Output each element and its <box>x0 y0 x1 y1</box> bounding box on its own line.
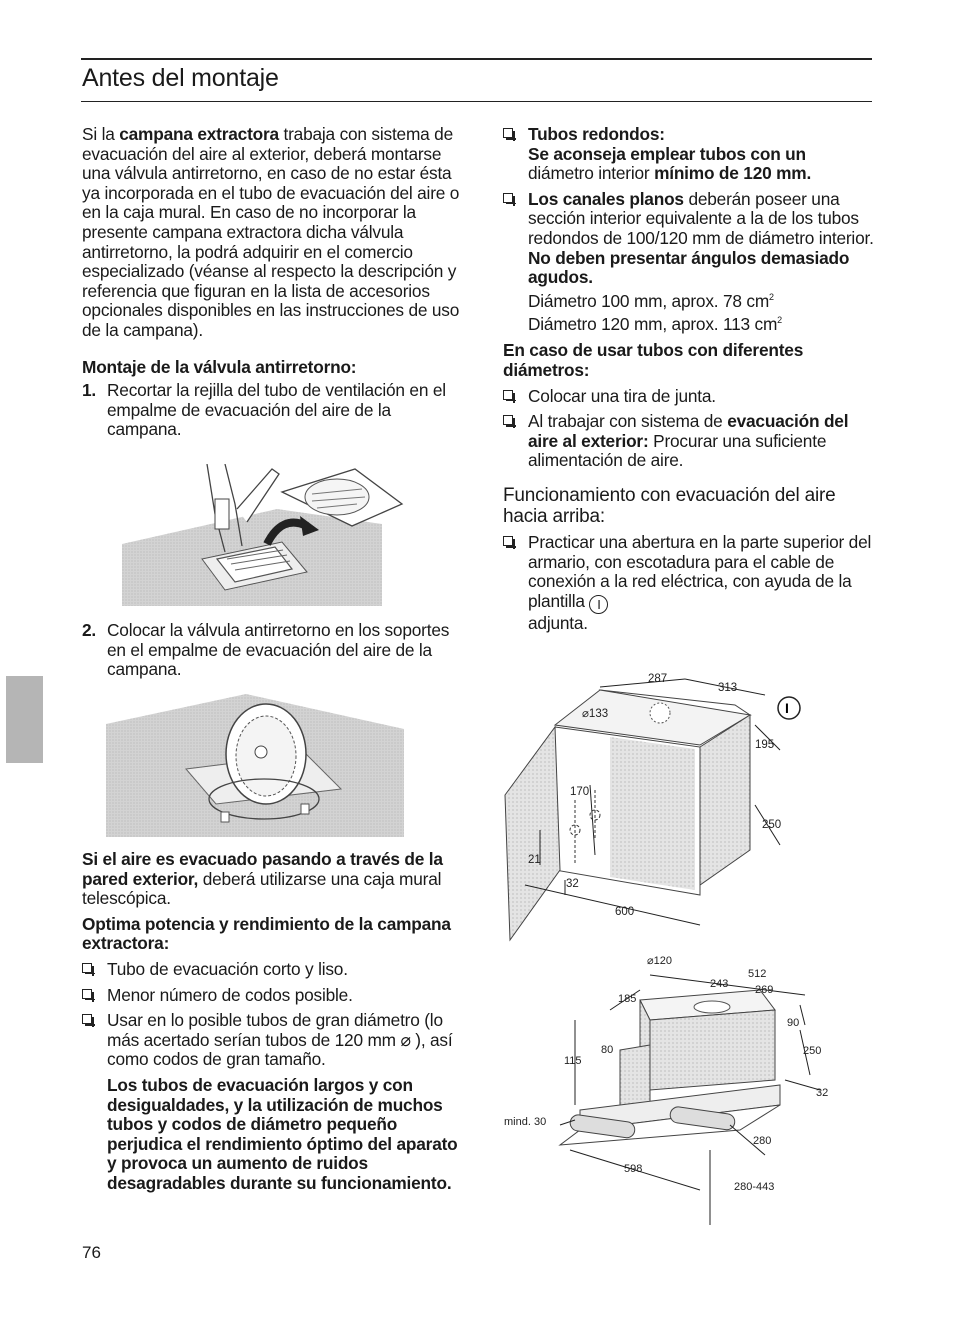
page-number: 76 <box>82 1243 101 1262</box>
step-2: 2. Colocar la válvula antirretorno en los soportes en el empalme de evacuación del aire de la campana. <box>82 620 450 680</box>
dim-label: 90 <box>787 1017 800 1029</box>
checkbox-bullet-icon <box>503 390 513 400</box>
dim-label: 32 <box>816 1087 829 1099</box>
hood-dimensions-diagram <box>500 950 840 1230</box>
bullet-round-tubes: Tubos redondos: Se aconseja emplear tubos con un diámetro interior mínimo de 120 mm. <box>503 125 875 184</box>
dim-label: 280-443 <box>734 1181 775 1193</box>
warning-paragraph: Los tubos de evacuación largos y con desigualdades, y la utilización de muchos tubos y codos de diámetro pequeño perjudica el rendimiento óptimo del aparato y provoca un aumento de ruidos desagradables durante su funcionamiento. <box>107 1074 458 1193</box>
lower-left-block <box>82 850 467 1194</box>
dim-label: 250 <box>762 819 782 831</box>
dim-label: 185 <box>618 993 637 1005</box>
valve-heading: Montaje de la válvula antirretorno: <box>82 356 357 377</box>
dim-label: 598 <box>624 1163 643 1175</box>
top-rule <box>81 58 872 60</box>
valve-insertion-illustration <box>106 694 404 839</box>
template-mark: I <box>785 700 789 716</box>
dim-label: 512 <box>748 968 767 980</box>
dim-label: 287 <box>648 673 668 685</box>
dim-label: 21 <box>528 854 541 866</box>
step-1: 1. Recortar la rejilla del tubo de ventilación en el empalme de evacuación del aire de la campana. <box>82 380 446 440</box>
dim-label: 32 <box>566 878 579 890</box>
dim-label: 243 <box>710 978 729 990</box>
title-rule <box>81 101 872 102</box>
checkbox-bullet-icon <box>503 536 513 546</box>
checkbox-bullet-icon <box>82 1014 92 1024</box>
bullet-air-supply: Al trabajar con sistema de evacuación del aire al exterior: Procurar una suficiente alimentación de aire. <box>503 412 875 471</box>
dim-label: 280 <box>753 1135 772 1147</box>
step-2-block <box>82 621 467 680</box>
bullet-cabinet-opening: Practicar una abertura en la parte superior del armario, con escotadura para el cable de conexión a la red eléctrica, con ayuda de la plantilla I adjunta. <box>503 533 875 633</box>
diameter-heading: En caso de usar tubos con diferentes diámetros: <box>503 340 804 381</box>
wall-box-paragraph: Si el aire es evacuado pasando a través de la pared exterior, deberá utilizarse una caja mural telescópica. <box>82 849 443 909</box>
dim-label: mind. 30 <box>504 1116 547 1128</box>
optimum-heading: Optima potencia y rendimiento de la campana extractora: <box>82 913 451 954</box>
page-title: Antes del montaje <box>82 64 279 92</box>
dim-label: ⌀133 <box>582 708 609 720</box>
dim-label: 600 <box>615 906 635 918</box>
bullet-large-diameter: Usar en lo posible tubos de gran diámetro (lo más acertado serían tubos de 120 mm ⌀ ), así como codos de gran tamaño. <box>82 1011 467 1070</box>
dim-label: 269 <box>755 984 774 996</box>
dim-label: ⌀120 <box>647 955 672 967</box>
checkbox-bullet-icon <box>82 989 92 999</box>
checkbox-bullet-icon <box>503 193 513 203</box>
intro-paragraph: Si la campana extractora trabaja con sistema de evacuación del aire al exterior, deberá montarse una válvula antirretorno, en caso de no estar ésta ya incorporada en el tubo de evacuación del aire o en la caja mural. En caso de no incorporar la presente campana extractora dicha válvula antirretorno, la podrá adquirir en el comercio especializado (véanse al respecto la descripción y referencia que figuran en la lista de accesorios opcionales disponibles en las instrucciones de uso de la campana). <box>82 124 460 340</box>
bullet-flat-channels: Los canales planos deberán poseer una sección interior equivalente a la de los tubos redondos de 100/120 mm de diámetro interior. No deben presentar ángulos demasiado agudos. Diámetro 100 mm, aprox. 78 $cm^2$ Diámetro 120 mm, aprox. 113 $cm^2$ <box>503 190 875 335</box>
checkbox-bullet-icon <box>503 128 513 138</box>
dim-label: 80 <box>601 1044 614 1056</box>
checkbox-bullet-icon <box>82 963 92 973</box>
left-column <box>82 125 467 440</box>
dim-label: 195 <box>755 739 775 751</box>
bullet-short-tube: Tubo de evacuación corto y liso. <box>82 960 467 980</box>
checkbox-bullet-icon <box>503 415 513 425</box>
grille-removal-illustration <box>107 464 407 609</box>
dim-label: 115 <box>564 1055 582 1067</box>
bullet-few-bends: Menor número de codos posible. <box>82 986 467 1006</box>
section-heading: Funcionamiento con evacuación del aire hacia arriba: <box>503 485 836 528</box>
dim-label: 250 <box>803 1045 822 1057</box>
template-i-icon: I <box>589 595 608 614</box>
right-column <box>503 125 875 633</box>
dim-label: 313 <box>718 682 738 694</box>
dim-label: 170 <box>570 786 590 798</box>
cabinet-dimensions-diagram <box>500 665 810 945</box>
section-tab <box>6 676 43 763</box>
bullet-seal-strip: Colocar una tira de junta. <box>503 387 875 407</box>
